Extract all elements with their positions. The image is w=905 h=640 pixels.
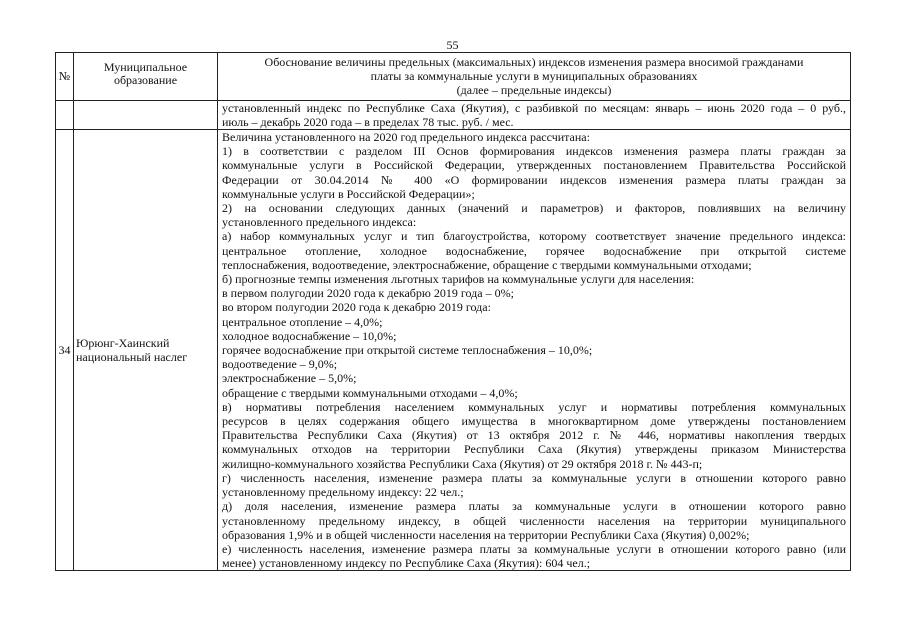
text-line: электроснабжение – 5,0%; (222, 371, 357, 386)
text-line: в первом полугодии 2020 года к декабрю 2019 года – 0%; (222, 286, 514, 301)
row-num: 34 (56, 130, 74, 571)
indices-table (55, 52, 851, 571)
text-line: 1) в соответствии с разделом III Основ формирования индексов изменения размера платы граждан за (222, 144, 846, 159)
text-line: теплоснабжения, водоотведение, электроснабжение, обращение с твердыми коммунальными отходами; (222, 257, 752, 272)
header-justification-line: Обоснование величины предельных (максимальных) индексов изменения размера вносимой гражданами (264, 55, 804, 69)
continuation-text (218, 100, 851, 129)
text-line: обращение с твердыми коммунальными отходами – 4,0%; (222, 385, 518, 400)
text-line: горячее водоснабжение при открытой системе теплоснабжения – 10,0%; (222, 343, 593, 358)
text-line: центральное отопление, холодное водоснабжение, горячее водоснабжение при открытой системе (222, 243, 846, 258)
header-justification-line: (далее – предельные индексы) (456, 83, 612, 98)
text-line: Федерации от 30.04.2014 № 400 «О формировании индексов изменения размера платы граждан за (222, 172, 846, 187)
text-line: центральное отопление – 4,0%; (222, 314, 383, 329)
text-line: д) доля населения, изменение размера платы за коммунальные услуги в отношении которого равно (222, 499, 846, 514)
header-num: № (56, 53, 74, 101)
text-line: 2) на основании следующих данных (значений и параметров) и факторов, повлиявших на величину (222, 201, 846, 216)
header-municipality: Муниципальное образование (74, 53, 218, 101)
row-justification-text (218, 130, 851, 571)
page-number: 55 (446, 38, 459, 52)
text-line: установленный индекс по Республике Саха (Якутия), с разбивкой по месяцам: январь – июнь 2020 года – 0 руб., (222, 100, 846, 115)
text-line: установленному предельному индексу: 22 чел.; (222, 485, 464, 500)
table-header-row (56, 53, 851, 101)
text-line: ресурсов в целях содержания общего имущества в многоквартирном доме утверждены постановлением (222, 414, 846, 429)
text-line: жилищно-коммунального хозяйства Республики Саха (Якутия) от 29 октября 2018 г. № 443-п; (222, 456, 703, 471)
text-line: б) прогнозные темпы изменения льготных тарифов на коммунальные услуги для населения: (222, 272, 695, 287)
text-line: установленному предельному индексу, в общей численности населения на территории муниципального (222, 513, 846, 528)
header-justification (218, 53, 851, 101)
text-line: во втором полугодии 2020 года к декабрю 2019 года: (222, 300, 491, 315)
table-row (56, 130, 851, 571)
text-line: Величина установленного на 2020 год предельного индекса рассчитана: (222, 130, 590, 145)
text-line: в) нормативы потребления населением коммунальных услуг и нормативы потребления коммунальных (222, 399, 846, 414)
text-line: установленного предельного индекса: (222, 215, 417, 230)
text-line: е) численность населения, изменение размера платы за коммунальные услуги в отношении которого равно (или (222, 541, 846, 556)
text-line: коммунальные услуги в Российской Федерации»; (222, 186, 475, 201)
text-line: холодное водоснабжение – 10,0%; (222, 328, 397, 343)
row-municipality: Юрюнг-Хаинский национальный наслег (74, 130, 218, 571)
continuation-num-cell (56, 100, 74, 129)
continuation-row (56, 100, 851, 129)
text-line: образования 1,9% и в общей численности населения на территории Республики Саха (Якутия) 0,002%; (222, 527, 750, 542)
text-line: коммунальных отходов на территории Республики Саха (Якутия) утверждены приказом Министерства (222, 442, 846, 457)
text-line: Правительства Республики Саха (Якутия) от 13 октября 2012 г. № 446, нормативы накопления твердых (222, 428, 846, 443)
text-line: а) набор коммунальных услуг и тип благоустройства, которому соответствует значение предельного индекса: (222, 229, 846, 244)
text-line: менее) установленному индексу по Республике Саха (Якутия): 604 чел.; (222, 556, 591, 571)
text-line: коммунальные услуги в Российской Федерации, утвержденных постановлением Правительства Российской (222, 158, 846, 173)
continuation-municipality-cell (74, 100, 218, 129)
text-line: июль – декабрь 2020 года – в пределах 78 тыс. руб. / мес. (222, 114, 514, 129)
header-justification-line: платы за коммунальные услуги в муниципальных образованиях (370, 69, 698, 84)
text-line: водоотведение – 9,0%; (222, 357, 338, 372)
text-line: г) численность населения, изменение размера платы за коммунальные услуги в отношении которого равно (222, 470, 846, 485)
